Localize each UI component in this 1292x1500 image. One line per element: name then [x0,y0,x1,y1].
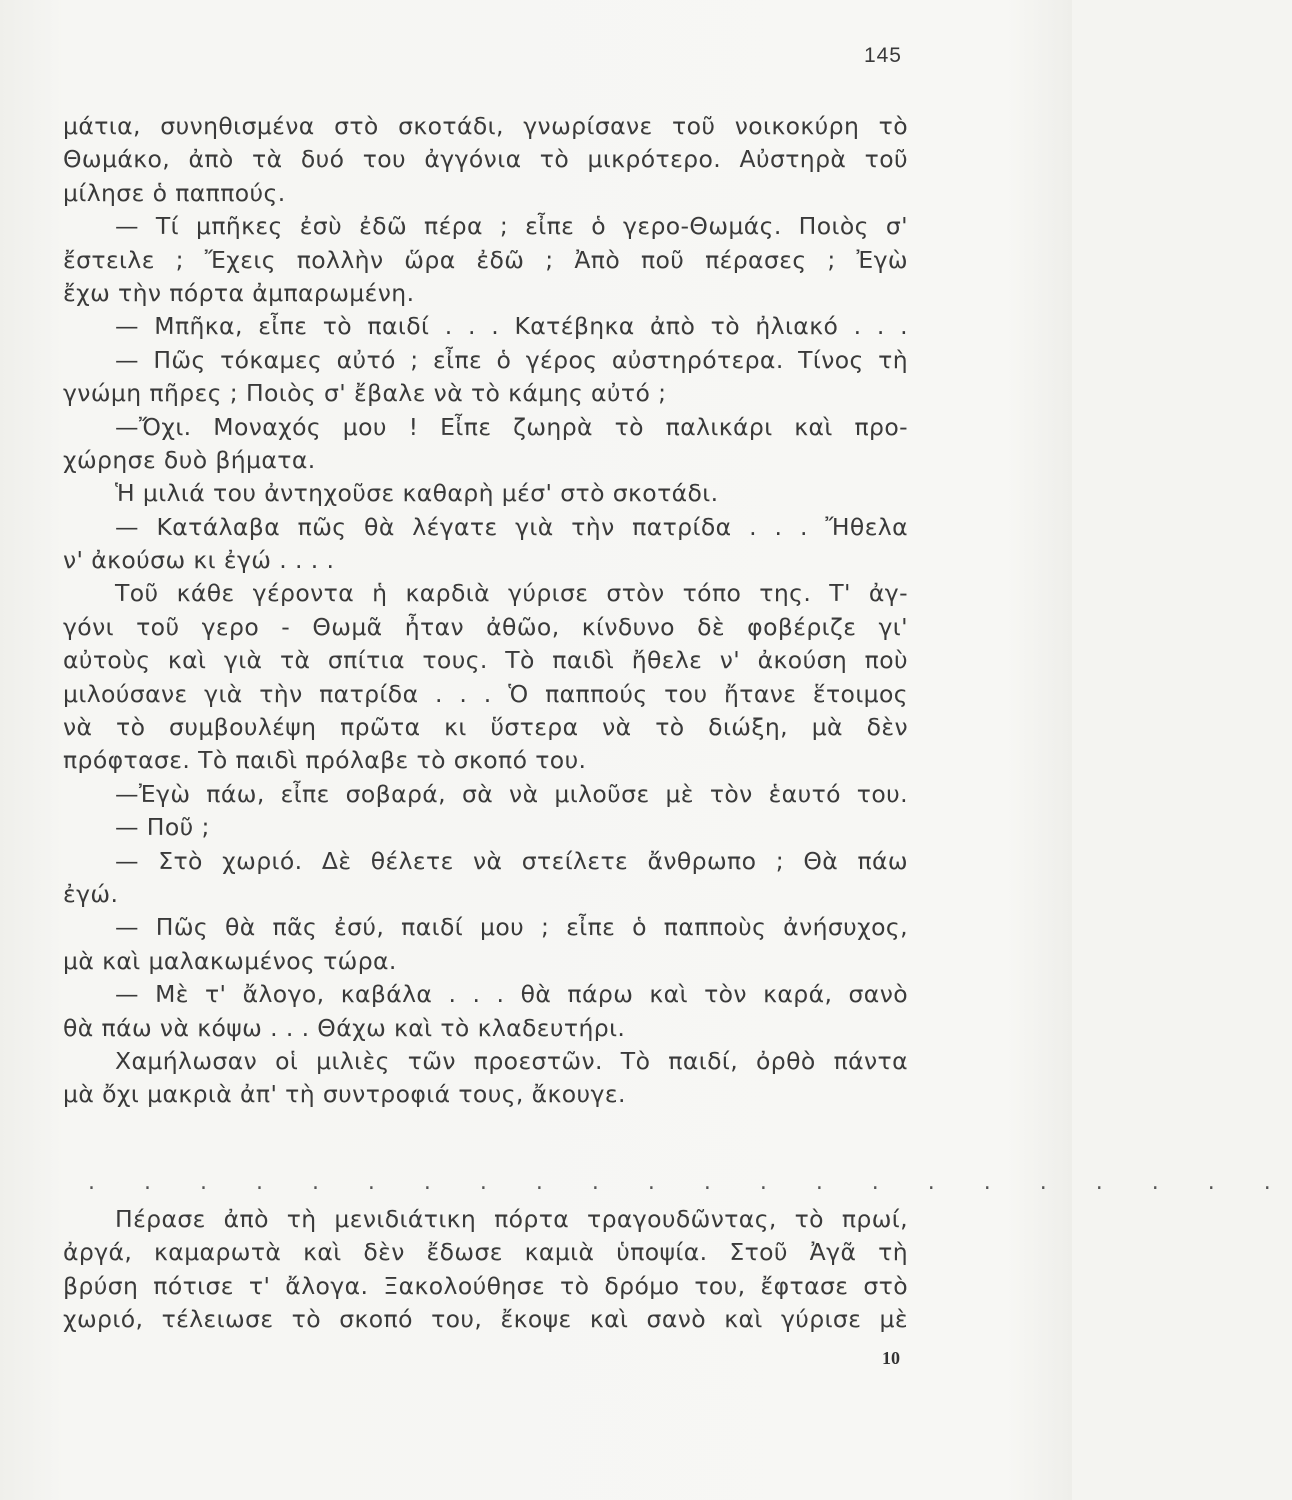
text-line: μιλούσανε γιὰ τὴν πατρίδα . . . Ὁ παππούς του ἤτανε ἕτοιμος [63,679,908,708]
text-line: ἔχω τὴν πόρτα ἀμπαρωμένη. [63,278,415,307]
text-line: αὐτοὺς καὶ γιὰ τὰ σπίτια τους. Τὸ παιδὶ ἤθελε ν' ἀκούση ποὺ [63,646,908,675]
text-line: Τοῦ κάθε γέροντα ἡ καρδιὰ γύρισε στὸν τόπο της. Τ' ἀγ- [115,579,908,608]
signature-mark: 10 [882,1348,900,1368]
text-line: — Στὸ χωριό. Δὲ θέλετε νὰ στείλετε ἄνθρωπο ; Θὰ πάω [115,846,908,875]
text-line: — Μπῆκα, εἶπε τὸ παιδί . . . Κατέβηκα ἀπὸ τὸ ἠλιακό . . . [115,312,908,341]
text-line: νὰ τὸ συμβουλέψη πρῶτα κι ὕστερα νὰ τὸ διώξη, μὰ δὲν [63,713,908,742]
body-text-lower [63,1203,908,1337]
body-text-upper [63,110,908,1112]
text-line: χώρησε δυὸ βήματα. [63,445,316,474]
text-line: μὰ καὶ μαλακωμένος τώρα. [63,946,397,975]
text-line: Χαμήλωσαν οἱ μιλιὲς τῶν προεστῶν. Τὸ παιδί, ὀρθὸ πάντα [115,1046,908,1075]
text-line: ν' ἀκούσω κι ἐγώ . . . . [63,546,335,575]
text-line: — Μὲ τ' ἄλογο, καβάλα . . . θὰ πάρω καὶ τὸν καρά, σανὸ [115,980,908,1009]
text-line: — Κατάλαβα πῶς θὰ λέγατε γιὰ τὴν πατρίδα . . . Ἤθελα [115,512,908,541]
text-line: Ἡ μιλιά του ἀντηχοῦσε καθαρὴ μέσ' στὸ σκοτάδι. [115,479,719,508]
section-separator: . . . . . . . . . . . . . . . . . . . . . . [88,1170,1292,1195]
text-line: — Πῶς θὰ πᾶς ἐσύ, παιδί μου ; εἶπε ὁ παπποὺς ἀνήσυχος, [115,913,908,942]
text-line: — Πῶς τόκαμες αὐτό ; εἶπε ὁ γέρος αὐστηρότερα. Τίνος τὴ [115,345,908,374]
text-line: πρόφτασε. Τὸ παιδὶ πρόλαβε τὸ σκοπό του. [63,746,587,775]
text-line: μὰ ὄχι μακριὰ ἀπ' τὴ συντροφιά τους, ἄκουγε. [63,1080,626,1109]
text-line: Θωμάκο, ἀπὸ τὰ δυό του ἀγγόνια τὸ μικρότερο. Αὐστηρὰ τοῦ [63,145,908,174]
text-line: βρύση πότισε τ' ἄλογα. Ξακολούθησε τὸ δρόμο του, ἔφτασε στὸ [63,1271,908,1300]
text-line: — Τί μπῆκες ἐσὺ ἐδῶ πέρα ; εἶπε ὁ γερο-Θωμάς. Ποιὸς σ' [115,212,908,241]
text-line: ἀργά, καμαρωτὰ καὶ δὲν ἔδωσε καμιὰ ὑποψία. Στοῦ Ἀγᾶ τὴ [63,1238,908,1267]
text-line: γόνι τοῦ γερο - Θωμᾶ ἦταν ἀθῶο, κίνδυνο δὲ φοβέριζε γι' [63,612,908,641]
text-line: ἐγώ. [63,879,119,908]
text-line: θὰ πάω νὰ κόψω . . . Θάχω καὶ τὸ κλαδευτήρι. [63,1013,626,1042]
text-line: —Ἐγὼ πάω, εἶπε σοβαρά, σὰ νὰ μιλοῦσε μὲ τὸν ἑαυτό του. [115,779,908,808]
text-line: χωριό, τέλειωσε τὸ σκοπό του, ἔκοψε καὶ σανὸ καὶ γύρισε μὲ [63,1305,908,1334]
text-line: μάτια, συνηθισμένα στὸ σκοτάδι, γνωρίσανε τοῦ νοικοκύρη τὸ [63,112,908,140]
text-line: ἔστειλε ; Ἔχεις πολλὴν ὥρα ἐδῶ ; Ἀπὸ ποῦ πέρασες ; Ἐγὼ [63,245,908,274]
text-line: — Ποῦ ; [115,813,210,842]
page-number: 145 [863,44,902,67]
text-line: Πέρασε ἀπὸ τὴ μενιδιάτικη πόρτα τραγουδῶντας, τὸ πρωί, [115,1205,908,1233]
text-line: μίλησε ὁ παππούς. [63,178,286,207]
text-line: —Ὄχι. Μοναχός μου ! Εἶπε ζωηρὰ τὸ παλικάρι καὶ προ- [115,412,908,441]
text-line: γνώμη πῆρες ; Ποιὸς σ' ἔβαλε νὰ τὸ κάμης αὐτό ; [63,379,667,408]
